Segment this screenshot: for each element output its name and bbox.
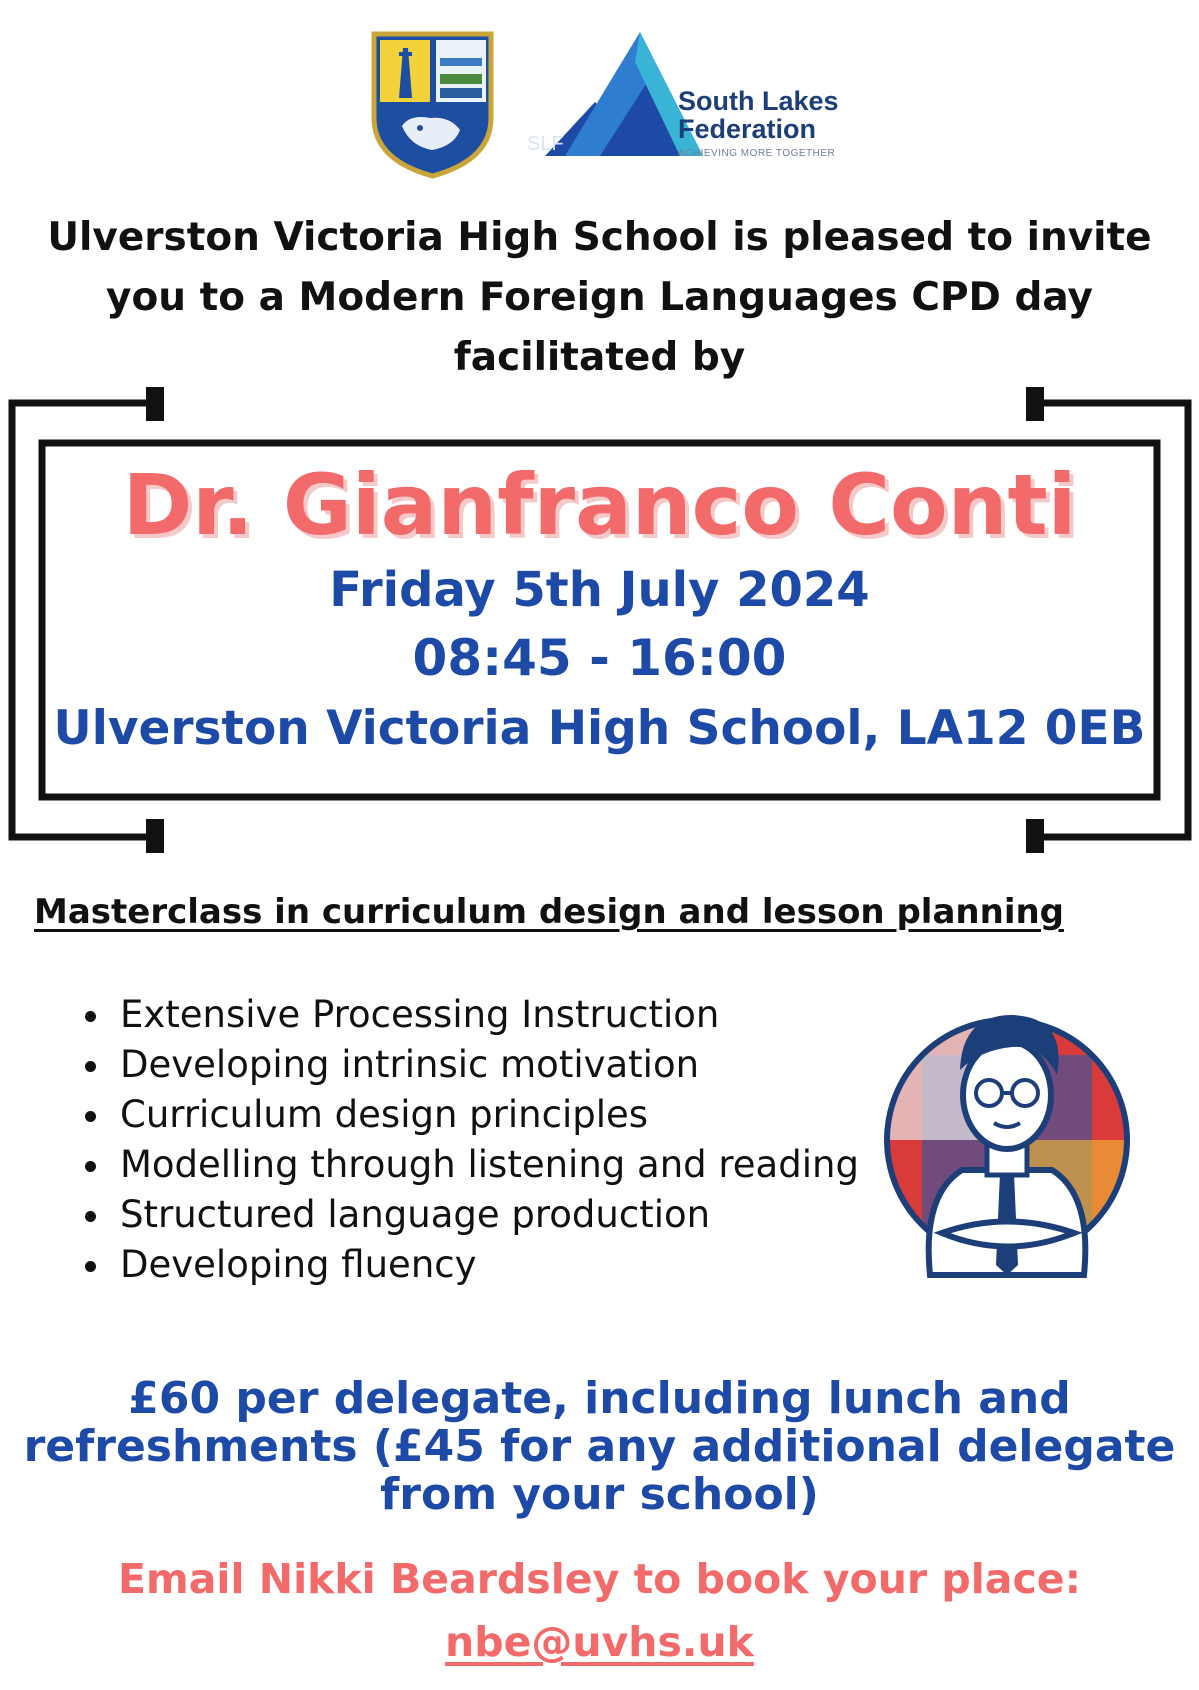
teacher-with-flags-illustration bbox=[882, 975, 1132, 1295]
slf-mark-text: SLF bbox=[527, 133, 564, 155]
intro-line-2: you to a Modern Foreign Languages CPD day bbox=[106, 275, 1093, 320]
intro-line-1: Ulverston Victoria High School is pleased to invite bbox=[47, 215, 1152, 260]
booking-email-link[interactable]: nbe@uvhs.uk bbox=[445, 1618, 754, 1666]
slf-mountain-logo-icon bbox=[527, 32, 945, 172]
event-time: 08:45 - 16:00 bbox=[412, 629, 787, 687]
topic-list bbox=[70, 990, 859, 1290]
slf-name-line2: Federation bbox=[678, 114, 817, 144]
speaker-name: Dr. Gianfranco Conti bbox=[122, 456, 1077, 554]
intro-text bbox=[20, 208, 1179, 388]
list-item: • Developing fluency bbox=[114, 1240, 859, 1290]
pricing-text bbox=[20, 1375, 1179, 1519]
list-item: • Structured language production bbox=[114, 1190, 859, 1240]
intro-line-3: facilitated by bbox=[453, 335, 746, 380]
pricing-line-2: refreshments (£45 for any additional delegate bbox=[23, 1421, 1176, 1472]
slf-name-line1: South Lakes bbox=[678, 86, 839, 116]
school-crest-icon bbox=[370, 30, 495, 180]
event-venue: Ulverston Victoria High School, LA12 0EB bbox=[53, 701, 1146, 756]
event-details bbox=[42, 443, 1157, 797]
list-item: • Curriculum design principles bbox=[114, 1090, 859, 1140]
list-item: • Modelling through listening and reading bbox=[114, 1140, 859, 1190]
slf-tagline: ACHIEVING MORE TOGETHER bbox=[678, 148, 836, 159]
event-date: Friday 5th July 2024 bbox=[329, 562, 870, 618]
masterclass-title: Masterclass in curriculum design and lesson planning bbox=[34, 892, 1065, 932]
list-item: • Extensive Processing Instruction bbox=[114, 990, 859, 1040]
booking-prompt: Email Nikki Beardsley to book your place: bbox=[118, 1555, 1081, 1603]
pricing-line-1: £60 per delegate, including lunch and bbox=[128, 1373, 1071, 1424]
pricing-line-3: from your school) bbox=[380, 1469, 819, 1520]
list-item: • Developing intrinsic motivation bbox=[114, 1040, 859, 1090]
